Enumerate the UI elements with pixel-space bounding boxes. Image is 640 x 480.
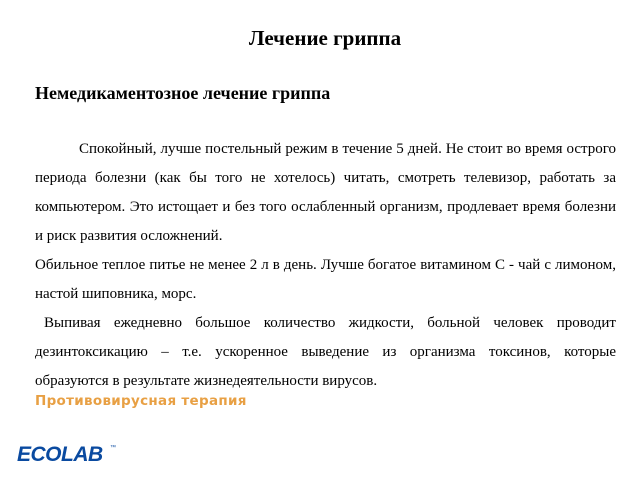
paragraph-drinking: Обильное теплое питье не менее 2 л в день. Лучше богатое витамином С - чай с лимоном, настой шиповника, морс. bbox=[35, 257, 616, 302]
antiviral-therapy-heading: Противовирусная терапия bbox=[35, 393, 247, 409]
logo-text: ECOLAB bbox=[17, 443, 103, 466]
ecolab-logo bbox=[17, 443, 116, 466]
trademark-mark: ™ bbox=[110, 445, 116, 451]
slide-title: Лечение гриппа bbox=[248, 26, 402, 50]
paragraph-detox: Выпивая ежедневно большое количество жидкости, больной человек проводит дезинтоксикацию – т.е. ускоренное выведение из организма токсинов, которые образуются в результате жизнедеятельности вирусов. bbox=[35, 315, 616, 389]
paragraph-rest: Спокойный, лучше постельный режим в течение 5 дней. Не стоит во время острого периода болезни (как бы того не хотелось) читать, смотреть телевизор, работать за компьютером. Это истощает и без того ослабленный организм, продлевает время болезни и риск развития осложнений. bbox=[35, 141, 616, 244]
body-text bbox=[35, 135, 616, 396]
section-heading: Немедикаментозное лечение гриппа bbox=[35, 83, 331, 103]
